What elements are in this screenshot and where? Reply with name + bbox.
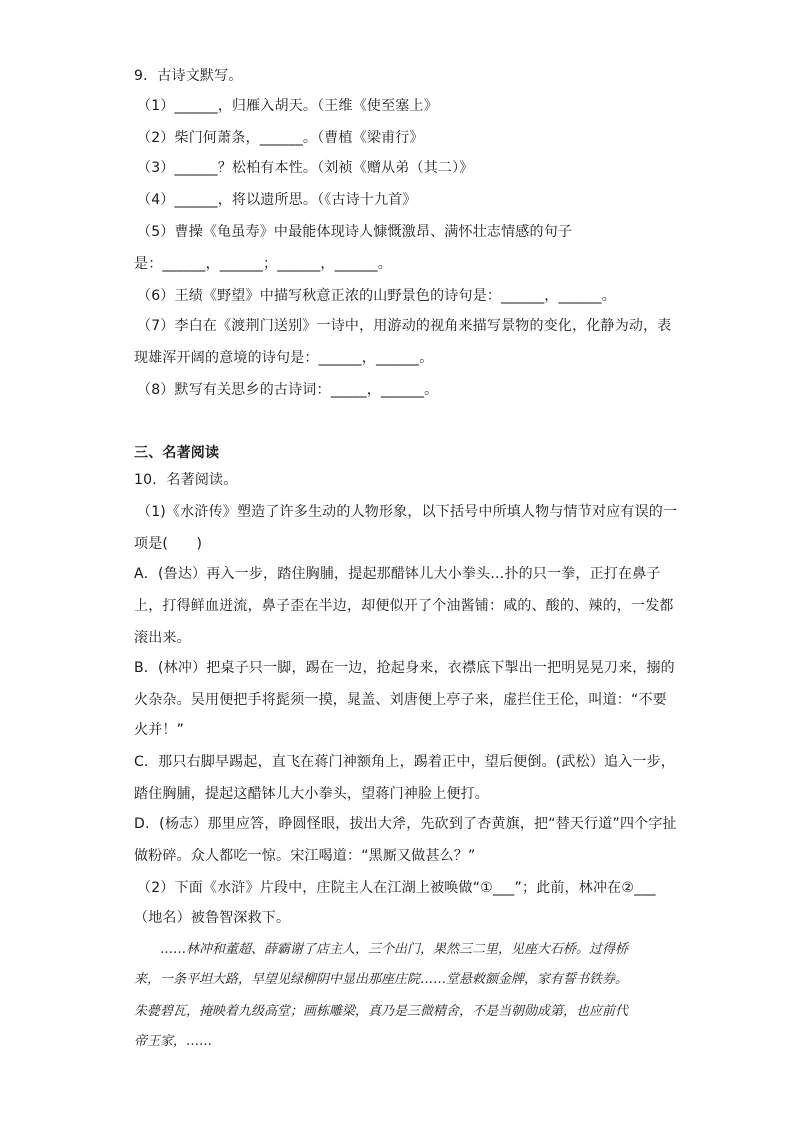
excerpt-line-3: 朱甍碧瓦，掩映着九级高堂；画栋雕梁，真乃是三微精舍，不是当朝勋成第，也应前代 bbox=[134, 1004, 629, 1019]
excerpt-line-2: 来，一条平坦大路，早望见绿柳阴中显出那座庄院……堂悬敕额金牌，家有誓书铁券。 bbox=[134, 972, 629, 987]
q10-part2-line-1: （2）下面《水浒》片段中，庄院主人在江湖上被唤做“①___”；此前，林冲在②___ bbox=[137, 880, 656, 896]
option-d-line-1: D．(杨志）那里应答，睁圆怪眼，拔出大斧，先砍到了杏黄旗，把“替天行道”四个字扯 bbox=[134, 816, 677, 832]
q9-title: 9．古诗文默写。 bbox=[134, 68, 243, 84]
excerpt-line-1: ……林冲和董超、薛霸谢了店主人，三个出门，果然三二里，见座大石桥。过得桥 bbox=[160, 942, 629, 957]
q10-part1-line-1: （1)《水浒传》塑造了许多生动的人物形象，以下括号中所填人物与情节对应有误的一 bbox=[137, 504, 678, 520]
option-a-line-1: A．(鲁达）再入一步，踏住胸脯，提起那醋钵儿大小拳头…扑的只一拳，正打在鼻子 bbox=[134, 566, 661, 582]
q9-item-4: （4）______，将以遗所思。（《古诗十九首》 bbox=[137, 192, 417, 208]
q10-part2-line-2: （地名）被鲁智深救下。 bbox=[134, 910, 291, 926]
q9-item-7-cont: 现雄浑开阔的意境的诗句是：______，______。 bbox=[134, 350, 434, 366]
option-b-line-3: 火并！” bbox=[134, 722, 185, 738]
q10-title: 10．名著阅读。 bbox=[134, 472, 238, 488]
q9-item-2: （2）柴门何萧条，______。（曹植《梁甫行》 bbox=[137, 130, 424, 146]
option-b-line-2: 火杂杂。吴用便把手将髭须一摸，晁盖、刘唐便上亭子来，虚拦住王伦，叫道：“不要 bbox=[134, 692, 667, 708]
q10-part1-line-2: 项是( ) bbox=[134, 536, 203, 552]
option-c-line-1: C．那只右脚早踢起，直飞在蒋门神额角上，踢着正中，望后便倒。(武松）追入一步， bbox=[134, 754, 676, 770]
excerpt-line-4: 帝王家，…… bbox=[134, 1034, 213, 1049]
q9-item-3: （3）______？松柏有本性。（刘祯《赠从弟（其二）》 bbox=[137, 160, 474, 176]
q9-item-5: （5）曹操《龟虽寿》中最能体现诗人慷慨激昂、满怀壮志情感的句子 bbox=[137, 224, 573, 240]
option-a-line-2: 上，打得鲜血迸流，鼻子歪在半边，却便似开了个油酱铺：咸的、酸的、辣的，一发都 bbox=[134, 598, 674, 614]
q9-item-1: （1）______，归雁入胡天。（王维《使至塞上》 bbox=[137, 98, 438, 114]
q9-item-5-cont: 是：______，______；______，______。 bbox=[134, 256, 392, 272]
q9-item-6: （6）王绩《野望》中描写秋意正浓的山野景色的诗句是：______，______。 bbox=[137, 288, 616, 304]
q9-item-7: （7）李白在《渡荆门送别》一诗中，用游动的视角来描写景物的变化，化静为动，表 bbox=[137, 318, 672, 334]
section-3-heading: 三、名著阅读 bbox=[134, 445, 220, 461]
option-a-line-3: 滚出来。 bbox=[134, 630, 191, 646]
option-c-line-2: 踏住胸脯，提起这醋钵儿大小拳头，望蒋门神脸上便打。 bbox=[134, 786, 489, 802]
option-b-line-1: B．(林冲）把桌子只一脚，踢在一边，抢起身来，衣襟底下掣出一把明晃晃刀来，搦的 bbox=[134, 660, 675, 676]
option-d-line-2: 做粉碎。众人都吃一惊。宋江喝道：“黑厮又做甚么？” bbox=[134, 848, 476, 864]
q9-item-8: （8）默写有关思乡的古诗词：_____，______。 bbox=[137, 382, 439, 398]
